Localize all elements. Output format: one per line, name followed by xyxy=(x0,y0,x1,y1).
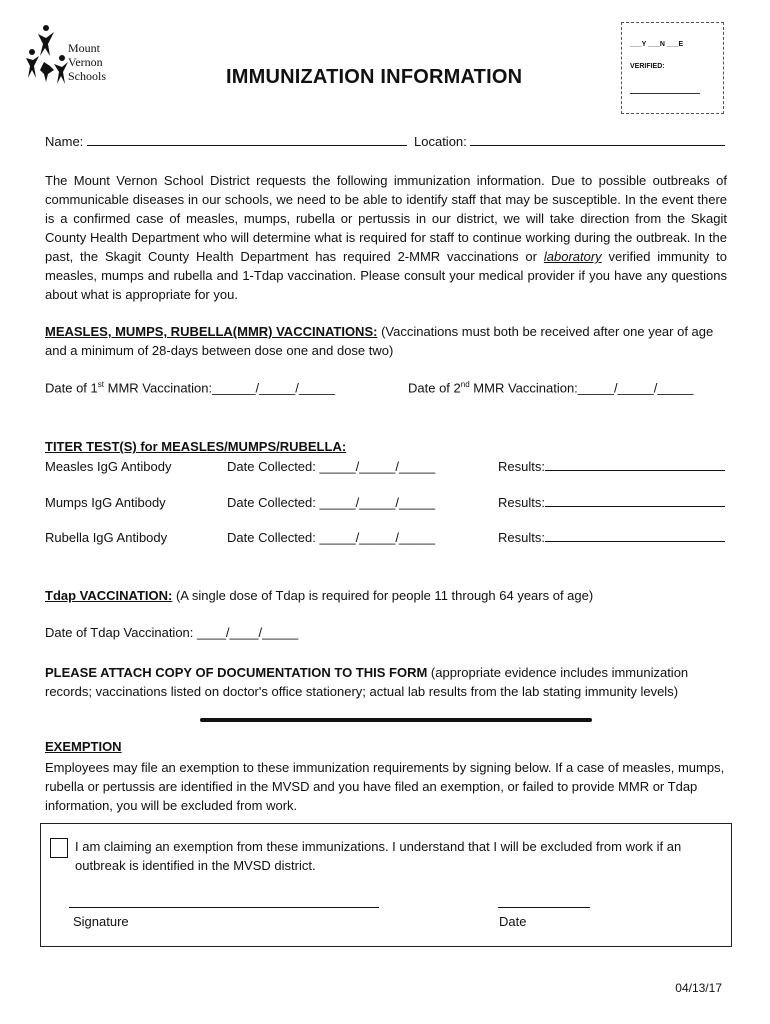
intro-text-2: verified immunity to measles, mumps and rubella and 1-Tdap vaccination. Please consult your medical provider if you have any questions about what is appropriate for you. xyxy=(45,249,727,302)
mmr-section xyxy=(45,322,727,360)
tdap-note: (A single dose of Tdap is required for people 11 through 64 years of age) xyxy=(172,588,594,603)
mmr-date-1[interactable] xyxy=(45,380,335,395)
titer-results-label: Results: xyxy=(498,495,545,510)
separator-bar xyxy=(200,718,592,722)
mmr-date-2-sup: nd xyxy=(460,380,470,389)
mmr-note: (Vaccinations must both be received after one year of age and a minimum of 28-days between dose one and dose two) xyxy=(45,324,714,358)
logo-line-2: Vernon xyxy=(68,55,103,69)
logo-line-3: Schools xyxy=(68,69,107,83)
titer-date[interactable]: Date Collected: _____/_____/_____ xyxy=(227,530,436,545)
exemption-heading: EXEMPTION xyxy=(45,739,122,754)
attach-heading: PLEASE ATTACH COPY OF DOCUMENTATION TO THIS FORM xyxy=(45,665,428,680)
name-input-line[interactable] xyxy=(87,134,407,146)
verified-label: VERIFIED: xyxy=(630,63,665,70)
mmr-date-2[interactable] xyxy=(408,380,693,395)
titer-row xyxy=(45,530,167,545)
name-label: Name: xyxy=(45,134,84,149)
page-title: IMMUNIZATION INFORMATION xyxy=(226,66,523,88)
titer-date[interactable]: Date Collected: _____/_____/_____ xyxy=(227,459,436,474)
mmr-date-2-field[interactable]: MMR Vaccination:_____/_____/_____ xyxy=(469,380,694,396)
location-label: Location: xyxy=(414,134,467,149)
verify-yne-options: ___Y ___N ___E xyxy=(630,41,684,48)
titer-row xyxy=(45,495,166,510)
signature-label: Signature xyxy=(73,914,129,929)
titer-results xyxy=(498,495,725,510)
logo-line-1: Mount xyxy=(68,41,101,55)
signature-line[interactable] xyxy=(69,907,379,908)
school-logo xyxy=(24,22,134,88)
mmr-heading: MEASLES, MUMPS, RUBELLA(MMR) VACCINATIONS: xyxy=(45,324,378,339)
intro-paragraph xyxy=(45,171,727,304)
titer-results-label: Results: xyxy=(498,459,545,474)
exemption-text: Employees may file an exemption to these immunization requirements by signing below. If a case of measles, mumps, rubella or pertussis are identified in the MVSD and you have filed an exemption, or failed to provide MMR or Tdap information, you will be excluded from work. xyxy=(45,760,725,813)
exemption-claim-text: I am claiming an exemption from these immunizations. I understand that I will be excluded from work if an outbreak is identified in the MVSD district. xyxy=(75,839,682,873)
verified-line[interactable] xyxy=(630,93,700,94)
revision-date: 04/13/17 xyxy=(675,981,722,995)
location-input-line[interactable] xyxy=(470,134,725,146)
titer-test-name: Rubella IgG Antibody xyxy=(45,530,168,545)
titer-results-label: Results: xyxy=(498,530,545,545)
intro-text-1: The Mount Vernon School District requests the following immunization information. Due to possible outbreaks of communicable diseases in our schools, we need to be able to identify staff that may be susceptible. In the event there is a confirmed case of measles, mumps, rubella or pertussis in our district, we will take direction from the Skagit County Health Department who will determine what is required for staff to continue working during the outbreak. In the past, the Skagit County Health Department has required 2-MMR vaccinations or xyxy=(45,173,727,264)
people-figures-icon xyxy=(24,22,68,88)
date-line[interactable] xyxy=(498,907,590,908)
tdap-section xyxy=(45,588,593,603)
titer-results-line[interactable] xyxy=(545,530,725,542)
tdap-heading: Tdap VACCINATION: xyxy=(45,588,173,603)
titer-date[interactable]: Date Collected: _____/_____/_____ xyxy=(227,495,436,510)
intro-emphasis: laboratory xyxy=(543,249,602,264)
titer-results-line[interactable] xyxy=(545,459,725,471)
mmr-date-2-label: Date of 2 xyxy=(408,380,461,396)
mmr-date-1-sup: st xyxy=(97,380,104,389)
titer-test-name: Measles IgG Antibody xyxy=(45,459,172,474)
mmr-date-1-field[interactable]: MMR Vaccination:______/_____/_____ xyxy=(104,380,336,396)
exemption-checkbox[interactable] xyxy=(50,838,68,858)
mmr-date-1-label: Date of 1 xyxy=(45,380,98,396)
titer-results xyxy=(498,459,725,474)
exemption-claim-box xyxy=(40,823,732,947)
titer-test-name: Mumps IgG Antibody xyxy=(45,495,166,510)
titer-row xyxy=(45,459,171,474)
titer-results xyxy=(498,530,725,545)
titer-results-line[interactable] xyxy=(545,495,725,507)
location-field-row xyxy=(414,134,725,149)
verification-box xyxy=(621,22,724,114)
attach-note: (appropriate evidence includes immunization records; vaccinations listed on doctor's office stationery; actual lab results from the lab stating immunity levels) xyxy=(45,665,689,699)
name-field-row xyxy=(45,134,407,149)
tdap-date-field[interactable]: Date of Tdap Vaccination: ____/____/_____ xyxy=(45,625,299,640)
date-label: Date xyxy=(499,914,527,929)
titer-heading: TITER TEST(S) for MEASLES/MUMPS/RUBELLA: xyxy=(45,439,347,454)
attach-documentation xyxy=(45,663,727,701)
